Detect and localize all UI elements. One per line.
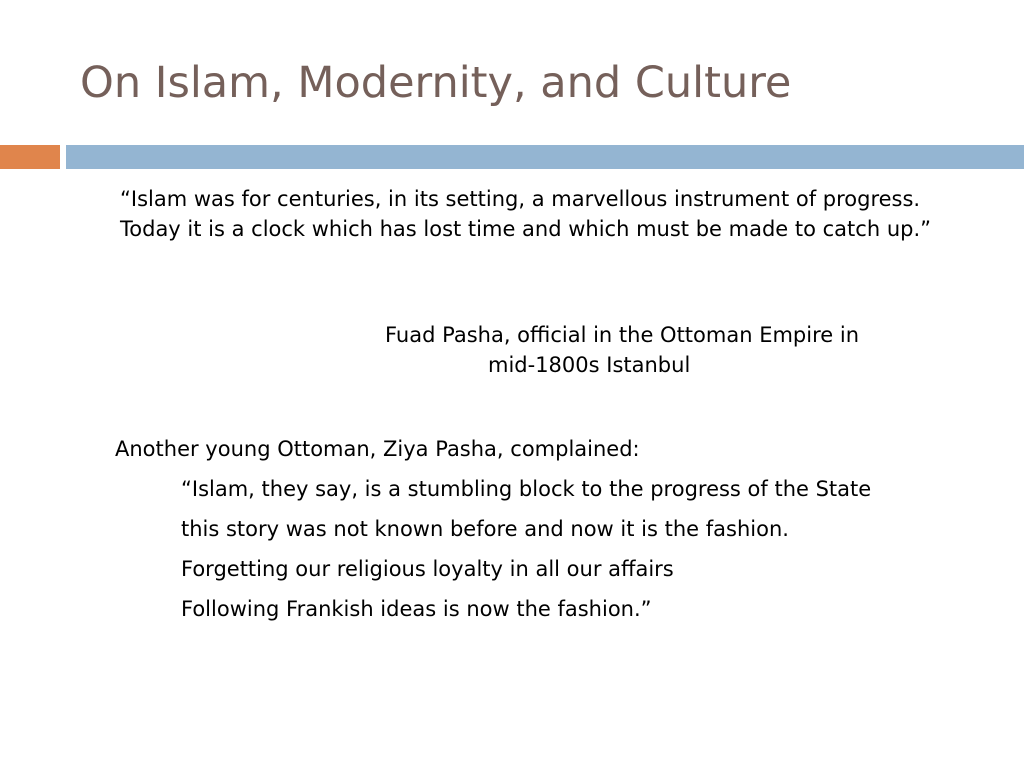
poem-line: “Islam, they say, is a stumbling block to the progress of the State [181, 477, 872, 501]
fuad-pasha-quote: “Islam was for centuries, in its setting, a marvellous instrument of progress. Today it is a clock which has lost time and which must be made to catch up.” [120, 187, 932, 241]
complaint-intro: Another young Ottoman, Ziya Pasha, complained: [115, 437, 640, 461]
quote-attribution [385, 320, 985, 380]
poem-line: Forgetting our religious loyalty in all our affairs [181, 557, 674, 581]
attribution-line: Fuad Pasha, official in the Ottoman Empire in [385, 323, 859, 347]
title-divider-bar [66, 145, 1024, 169]
slide-title: On Islam, Modernity, and Culture [80, 58, 792, 108]
ziya-pasha-poem [181, 475, 981, 634]
poem-line: Following Frankish ideas is now the fashion.” [181, 597, 652, 621]
poem-line: this story was not known before and now it is the fashion. [181, 517, 789, 541]
accent-bar [0, 145, 60, 169]
attribution-line: mid-1800s Istanbul [488, 353, 691, 377]
